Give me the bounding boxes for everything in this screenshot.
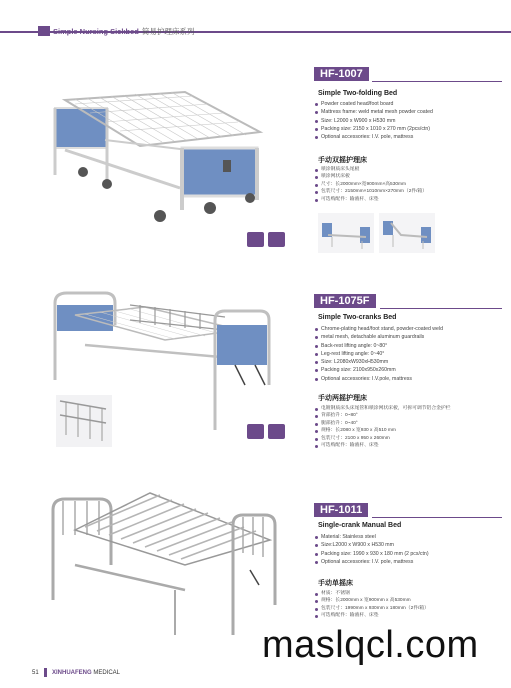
spec-list-hf-1007	[314, 100, 433, 141]
cn-spec-item: 喷涂钢质床头尾板	[314, 166, 427, 173]
cn-spec-item: 腿部抬升：0~40°	[314, 420, 451, 427]
footer-brand	[52, 670, 120, 676]
thumbnail-raised-bed	[379, 213, 435, 253]
cn-spec-item: 包装尺寸：2100 x 950 x 260mm	[314, 435, 451, 442]
header-title	[53, 26, 194, 37]
spec-item: Size:L2000 x W900 x H530 mm	[314, 541, 429, 549]
cn-spec-list-hf-1011	[314, 590, 429, 620]
thumbnail-flat-bed	[318, 213, 374, 253]
footer-marker	[44, 668, 47, 677]
spec-item: Powder coated head/foot board	[314, 100, 433, 108]
cn-spec-item: 包装尺寸：1990mm x 930mm x 180mm（2件/箱）	[314, 605, 429, 612]
product-name-hf-1007: Simple Two-folding Bed	[318, 90, 398, 97]
product-name-hf-1075f: Simple Two-cranks Bed	[318, 314, 397, 321]
spec-item: Optional accessories: I.V.pole, mattress	[314, 375, 443, 383]
model-rule	[372, 81, 502, 82]
cn-spec-item: 规格：长2000mm x 宽900mm x 高530mm	[314, 597, 429, 604]
cn-spec-item: 规格：长2080 x 宽930 x 高510 mm	[314, 427, 451, 434]
cn-spec-item: 可选购配件：输液杆、床垫	[314, 612, 429, 619]
spec-item: Optional accessories: I.V. pole, mattress	[314, 133, 433, 141]
watermark-text: maslqcl.com	[262, 624, 479, 666]
spec-item: Material: Stainless steel	[314, 533, 429, 541]
cn-spec-item: 可选购配件：输液杆、床垫	[314, 442, 451, 449]
cn-spec-item: 可选购配件：输液杆、床垫	[314, 196, 427, 203]
cn-spec-list-hf-1007	[314, 166, 427, 203]
spec-item: Size: L2080xW930xH530mm	[314, 358, 443, 366]
header-marker	[38, 26, 50, 36]
cn-name-hf-1011: 手动单摇床	[318, 580, 353, 587]
spec-item: Size: L2000 x W900 x H530 mm	[314, 117, 433, 125]
model-rule	[372, 517, 502, 518]
page-header	[0, 0, 511, 38]
spec-list-hf-1011	[314, 533, 429, 566]
product-name-hf-1011: Single-crank Manual Bed	[318, 522, 402, 529]
cn-spec-item: 背部抬升：0~80°	[314, 412, 451, 419]
footer-brand-bold: XINHUAFENG	[52, 670, 92, 676]
footer-brand-rest: MEDICAL	[91, 670, 121, 676]
spec-item: Chrome-plating head/foot stand, powder-coated weld	[314, 325, 443, 333]
spec-item: Packing size: 1990 x 930 x 180 mm (2 pcs/ctn)	[314, 550, 429, 558]
page-number: 51	[32, 670, 39, 676]
backrest-icon	[247, 232, 264, 247]
cn-spec-item: 材质：不锈钢	[314, 590, 429, 597]
spec-item: Leg-rest lifting angle: 0~40°	[314, 350, 443, 358]
cn-spec-item: 电镀钢质床头床尾管和喷涂网状床板，可拆可调节铝合金护栏	[314, 405, 451, 412]
backrest-icon	[247, 424, 264, 439]
cn-spec-item: 喷涂网状床板	[314, 173, 427, 180]
product-image-hf-1011	[45, 485, 280, 640]
legrest-icon	[268, 232, 285, 247]
spec-item: Back-rest lifting angle: 0~80°	[314, 342, 443, 350]
legrest-icon	[268, 424, 285, 439]
model-tag-hf-1007: HF-1007	[314, 67, 369, 81]
guardrail-detail-image	[56, 395, 112, 447]
spec-list-hf-1075f	[314, 325, 443, 383]
spec-item: Packing size: 2100x950x260mm	[314, 366, 443, 374]
product-image-hf-1007	[45, 80, 275, 230]
cn-spec-item: 包装尺寸：2150mm×1010mm×270mm（2件/箱）	[314, 188, 427, 195]
header-title-en: Simple Nursing Sickbed	[53, 27, 139, 36]
cn-name-hf-1075f: 手动两摇护理床	[318, 395, 367, 402]
header-title-cn: 简易护理床系列	[141, 27, 195, 36]
spec-item: Optional accessories: I.V. pole, mattress	[314, 558, 429, 566]
cn-spec-item: 尺寸：长2000mm×宽900mm×高530mm	[314, 181, 427, 188]
spec-item-continued: metal mesh, detachable aluminum guardrails	[314, 333, 443, 341]
spec-item: Packing size: 2150 x 1010 x 270 mm (2pcs/ctn)	[314, 125, 433, 133]
cn-spec-list-hf-1075f	[314, 405, 451, 449]
cn-name-hf-1007: 手动双摇护理床	[318, 157, 367, 164]
model-tag-hf-1011: HF-1011	[314, 503, 368, 517]
model-tag-hf-1075f: HF-1075F	[314, 294, 376, 308]
spec-item: Mattress frame: weld metal mesh powder coated	[314, 108, 433, 116]
model-rule	[380, 308, 502, 309]
